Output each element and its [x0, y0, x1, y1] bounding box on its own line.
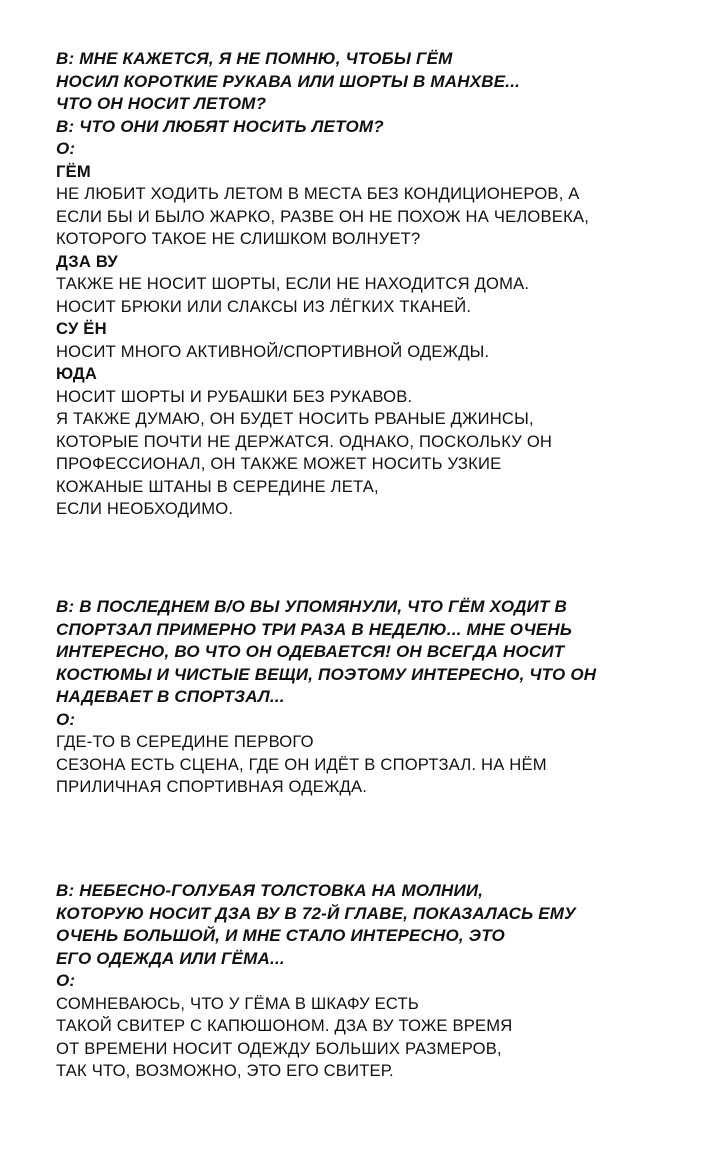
answer-label: О:: [56, 139, 76, 158]
character-name: СУ ЁН: [56, 319, 107, 338]
question-line: В: В ПОСЛЕДНЕМ В/О ВЫ УПОМЯНУЛИ, ЧТО ГЁМ ХОДИТ В: [56, 597, 567, 616]
question-line: В: НЕБЕСНО-ГОЛУБАЯ ТОЛСТОВКА НА МОЛНИИ,: [56, 881, 484, 900]
question-line: ЕГО ОДЕЖДА ИЛИ ГЁМА...: [56, 948, 285, 968]
answer-line: ТАКЖЕ НЕ НОСИТ ШОРТЫ, ЕСЛИ НЕ НАХОДИТСЯ ДОМА.: [56, 274, 530, 293]
answer-line: Я ТАКЖЕ ДУМАЮ, ОН БУДЕТ НОСИТЬ РВАНЫЕ ДЖИНСЫ,: [56, 409, 534, 428]
question-line: ЧТО ОН НОСИТ ЛЕТОМ?: [56, 94, 267, 113]
answer-line: ЕСЛИ НЕОБХОДИМО.: [56, 499, 234, 518]
qa-block-gym-clothes: [56, 596, 676, 799]
question-line: НОСИЛ КОРОТКИЕ РУКАВА ИЛИ ШОРТЫ В МАНХВЕ...: [56, 71, 521, 91]
answer-line: КОТОРЫЕ ПОЧТИ НЕ ДЕРЖАТСЯ. ОДНАКО, ПОСКОЛЬКУ ОН: [56, 431, 553, 451]
answer-line: СЕЗОНА ЕСТЬ СЦЕНА, ГДЕ ОН ИДЁТ В СПОРТЗАЛ. НА НЁМ: [56, 754, 547, 774]
answer-line: ОТ ВРЕМЕНИ НОСИТ ОДЕЖДУ БОЛЬШИХ РАЗМЕРОВ,: [56, 1038, 502, 1058]
question-line: ИНТЕРЕСНО, ВО ЧТО ОН ОДЕВАЕТСЯ! ОН ВСЕГДА НОСИТ: [56, 642, 565, 661]
qa-block-summer-clothes: [56, 48, 676, 521]
answer-line: ПРИЛИЧНАЯ СПОРТИВНАЯ ОДЕЖДА.: [56, 777, 368, 796]
answer-line: КОЖАНЫЕ ШТАНЫ В СЕРЕДИНЕ ЛЕТА,: [56, 476, 379, 496]
answer-line: ГДЕ-ТО В СЕРЕДИНЕ ПЕРВОГО: [56, 732, 314, 751]
answer-line: ТАК ЧТО, ВОЗМОЖНО, ЭТО ЕГО СВИТЕР.: [56, 1061, 394, 1080]
question-line: В: ЧТО ОНИ ЛЮБЯТ НОСИТЬ ЛЕТОМ?: [56, 116, 384, 136]
question-line: ОЧЕНЬ БОЛЬШОЙ, И МНЕ СТАЛО ИНТЕРЕСНО, ЭТО: [56, 926, 505, 945]
answer-line: СОМНЕВАЮСЬ, ЧТО У ГЁМА В ШКАФУ ЕСТЬ: [56, 993, 419, 1013]
answer-line: НЕ ЛЮБИТ ХОДИТЬ ЛЕТОМ В МЕСТА БЕЗ КОНДИЦИОНЕРОВ, А: [56, 184, 580, 203]
answer-line: ПРОФЕССИОНАЛ, ОН ТАКЖЕ МОЖЕТ НОСИТЬ УЗКИЕ: [56, 454, 502, 473]
question-line: КОСТЮМЫ И ЧИСТЫЕ ВЕЩИ, ПОЭТОМУ ИНТЕРЕСНО, ЧТО ОН: [56, 664, 597, 684]
character-name: ГЁМ: [56, 161, 91, 181]
answer-line: НОСИТ БРЮКИ ИЛИ СЛАКСЫ ИЗ ЛЁГКИХ ТКАНЕЙ.: [56, 296, 472, 316]
qa-block-zip-hoodie: [56, 880, 676, 1083]
character-name: ДЗА ВУ: [56, 251, 118, 271]
question-line: СПОРТЗАЛ ПРИМЕРНО ТРИ РАЗА В НЕДЕЛЮ... МНЕ ОЧЕНЬ: [56, 619, 573, 639]
question-line: КОТОРУЮ НОСИТ ДЗА ВУ В 72-Й ГЛАВЕ, ПОКАЗАЛАСЬ ЕМУ: [56, 903, 576, 923]
answer-label: О:: [56, 709, 76, 729]
answer-line: ТАКОЙ СВИТЕР С КАПЮШОНОМ. ДЗА ВУ ТОЖЕ ВРЕМЯ: [56, 1016, 513, 1035]
question-line: В: МНЕ КАЖЕТСЯ, Я НЕ ПОМНЮ, ЧТОБЫ ГЁМ: [56, 49, 453, 68]
question-line: НАДЕВАЕТ В СПОРТЗАЛ...: [56, 687, 285, 706]
answer-line: ЕСЛИ БЫ И БЫЛО ЖАРКО, РАЗВЕ ОН НЕ ПОХОЖ НА ЧЕЛОВЕКА,: [56, 206, 590, 226]
answer-line: НОСИТ МНОГО АКТИВНОЙ/СПОРТИВНОЙ ОДЕЖДЫ.: [56, 341, 490, 361]
answer-line: НОСИТ ШОРТЫ И РУБАШКИ БЕЗ РУКАВОВ.: [56, 386, 413, 406]
answer-line: КОТОРОГО ТАКОЕ НЕ СЛИШКОМ ВОЛНУЕТ?: [56, 229, 421, 248]
character-name: ЮДА: [56, 364, 98, 383]
answer-label: О:: [56, 971, 76, 990]
